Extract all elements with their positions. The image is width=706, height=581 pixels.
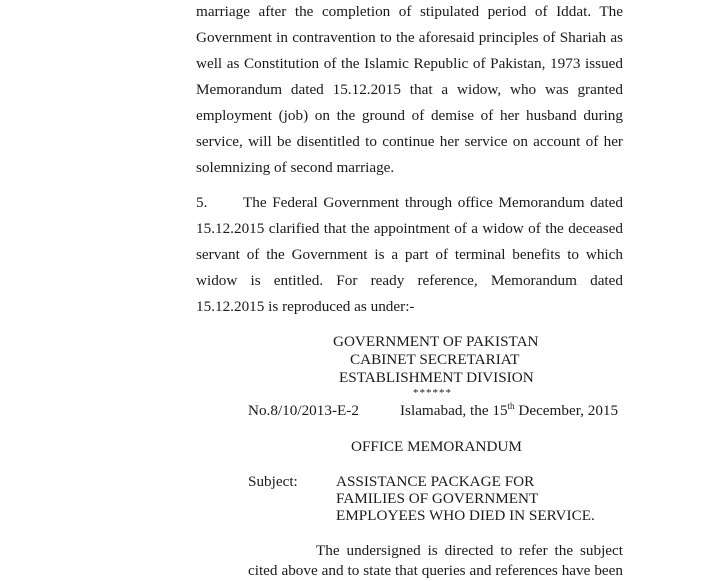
paragraph-line: 15.12.2015 clarified that the appointment of a widow of the deceased — [196, 220, 623, 237]
memo-stars: ****** — [413, 387, 452, 399]
subject-line: EMPLOYEES WHO DIED IN SERVICE. — [336, 507, 595, 524]
memo-body-line: The undersigned is directed to refer the subject — [316, 542, 623, 559]
paragraph-line: Memorandum dated 15.12.2015 that a widow, who was granted — [196, 81, 623, 98]
paragraph-line: 15.12.2015 is reproduced as under:- — [196, 298, 415, 315]
paragraph-line: well as Constitution of the Islamic Republic of Pakistan, 1973 issued — [196, 55, 623, 72]
subject-line: FAMILIES OF GOVERNMENT — [336, 490, 539, 507]
paragraph-line: service, will be disentitled to continue her service on account of her — [196, 133, 623, 150]
memo-date-ordinal: th — [507, 401, 515, 411]
paragraph-line: The Federal Government through office Memorandum dated — [243, 194, 623, 211]
paragraph-line: Government in contravention to the aforesaid principles of Shariah as — [196, 29, 623, 46]
memo-reference-number: No.8/10/2013-E-2 — [248, 402, 359, 419]
subject-label: Subject: — [248, 473, 298, 490]
paragraph-line: servant of the Government is a part of terminal benefits to which — [196, 246, 623, 263]
paragraph-line: widow is entitled. For ready reference, Memorandum dated — [196, 272, 623, 289]
paragraph-number: 5. — [196, 194, 208, 211]
memo-date-suffix: December, 2015 — [514, 402, 619, 419]
memo-body-line: cited above and to state that queries and references have been — [248, 562, 623, 579]
memo-date-prefix: Islamabad, the 15 — [400, 402, 508, 419]
memo-title: OFFICE MEMORANDUM — [351, 438, 522, 455]
paragraph-line: marriage after the completion of stipulated period of Iddat. The — [196, 3, 623, 20]
paragraph-line: employment (job) on the ground of demise of her husband during — [196, 107, 623, 124]
subject-line: ASSISTANCE PACKAGE FOR — [336, 473, 535, 490]
memo-header-line: GOVERNMENT OF PAKISTAN — [333, 333, 539, 350]
memo-header-line: CABINET SECRETARIAT — [350, 351, 520, 368]
paragraph-line: solemnizing of second marriage. — [196, 159, 395, 176]
memo-header-line: ESTABLISHMENT DIVISION — [339, 369, 534, 386]
memo-place-date — [400, 402, 618, 420]
